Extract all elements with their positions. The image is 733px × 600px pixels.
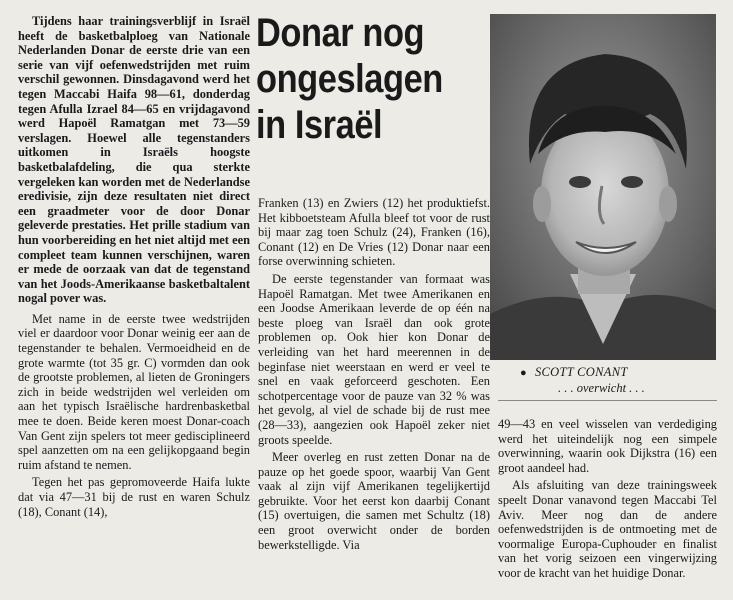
article-intro <box>18 14 250 306</box>
caption-text: . . . overwicht . . . <box>558 380 645 395</box>
body-paragraph: 49—43 en veel wisselen van verdediging werd het uiteindelijk nog een simpele overwinning, waarin ook Dijkstra (16) een groot aandeel had. <box>498 417 717 475</box>
article-body-1 <box>18 312 250 519</box>
body-paragraph: Als afsluiting van deze trainingsweek speelt Donar vanavond tegen Maccabi Tel Aviv. Meer nog dan de andere oefenwedstrijden is de ontmoeting met de voormalige Europa-Cuphouder en finalist van het vorig seizoen een vingerwijzing voor de kracht van het huidige Donar. <box>498 478 717 580</box>
body-paragraph: Meer overleg en rust zetten Donar na de pauze op het goede spoor, waarbij Van Gent vaak al zijn vijf Amerikanen tegelijkertijd gebruikte. Voor het eerst kon daarbij Conant (15) overtuigen, die samen met Schultz (18) een groot overwicht onder de borden bewerkstelligde. Via <box>258 450 490 552</box>
body-paragraph: Franken (13) en Zwiers (12) het produktiefst. Het kibboetsteam Afulla bleef tot voor de rust bij maar zag toen Schulz (24), Franken (16), Conant (12) en De Vries (12) Donar naar een forse overwinning schieten. <box>258 196 490 269</box>
headline-line: Donar nog <box>256 11 425 55</box>
photo-caption <box>498 365 717 395</box>
headline <box>256 10 459 148</box>
caption-name-line <box>498 365 717 381</box>
headline-line: in Israël <box>256 103 383 147</box>
article-column-3 <box>498 417 717 581</box>
article-column-1 <box>18 14 250 519</box>
caption-bullet: ● <box>520 367 527 379</box>
article-column-2 <box>258 196 490 552</box>
intro-paragraph: Tijdens haar trainingsverblijf in Israël heeft de basketbalploeg van Nationale Nederlanden Donar de eerste drie van een serie van vijf oefenwedstrijden met ruim verschil gewonnen. Dinsdagavond werd het tegen Maccabi Haifa 98—61, donderdag tegen Afulla Izrael 84—65 en vrijdagavond werd Hapoël Ramatgan met 73—59 verslagen. Hoewel alle tegenstanders uitkomen in Israëls hoogste basketbalafdeling, die qua sterkte vergeleken kan worden met de Nederlandse eredivisie, zijn deze resultaten niet direct een graadmeter voor de door Donar geleverde prestaties. Het prille stadium van hun voorbereiding en het niet altijd met een compleet team kunnen verschijnen, waren er mede de oorzaak van dat de tegenstand van het Joods-Amerikaanse basketbaltalent nogal pover was. <box>18 14 250 306</box>
player-photo <box>490 14 716 360</box>
body-paragraph: De eerste tegenstander van formaat was Hapoël Ramatgan. Met twee Amerikanen en een Joodse Amerikaan leverde de op één na beste ploeg van Israël dan ook grote problemen op. Ook hier kon Donar de verleiding van het hard meerennen in de beginfase niet weerstaan en werd er veel te snel en vaak geforceerd geschoten. Een schotpercentage voor de pauze van 32 % was het gevolg, al viel de schade bij de rust mee (28—33), aangezien ook Hapoël zeker niet groots speelde. <box>258 271 490 447</box>
caption-name: SCOTT CONANT <box>534 365 628 379</box>
body-paragraph: Met name in de eerste twee wedstrijden viel er daardoor voor Donar weinig eer aan de tegenstander te behalen. Vermoeidheid en de grote warmte (tot 35 gr. C) vormden dan ook de grootste problemen, al lieten de Groningers zich in beide wedstrijden wel verleiden om aan het typisch Israëlische hardrenbasketbal mee te doen. Beide keren moest Donar-coach Van Gent zijn spelers tot meer gedisciplineerd spel aanzetten om na een gelijkopgaand begin ruim afstand te nemen. <box>18 311 250 472</box>
headline-line: ongeslagen <box>256 57 443 101</box>
caption-divider <box>498 400 717 401</box>
body-paragraph: Tegen het pas gepromoveerde Haifa lukte dat via 47—31 bij de rust en waren Schulz (18), Conant (14), <box>18 475 250 519</box>
